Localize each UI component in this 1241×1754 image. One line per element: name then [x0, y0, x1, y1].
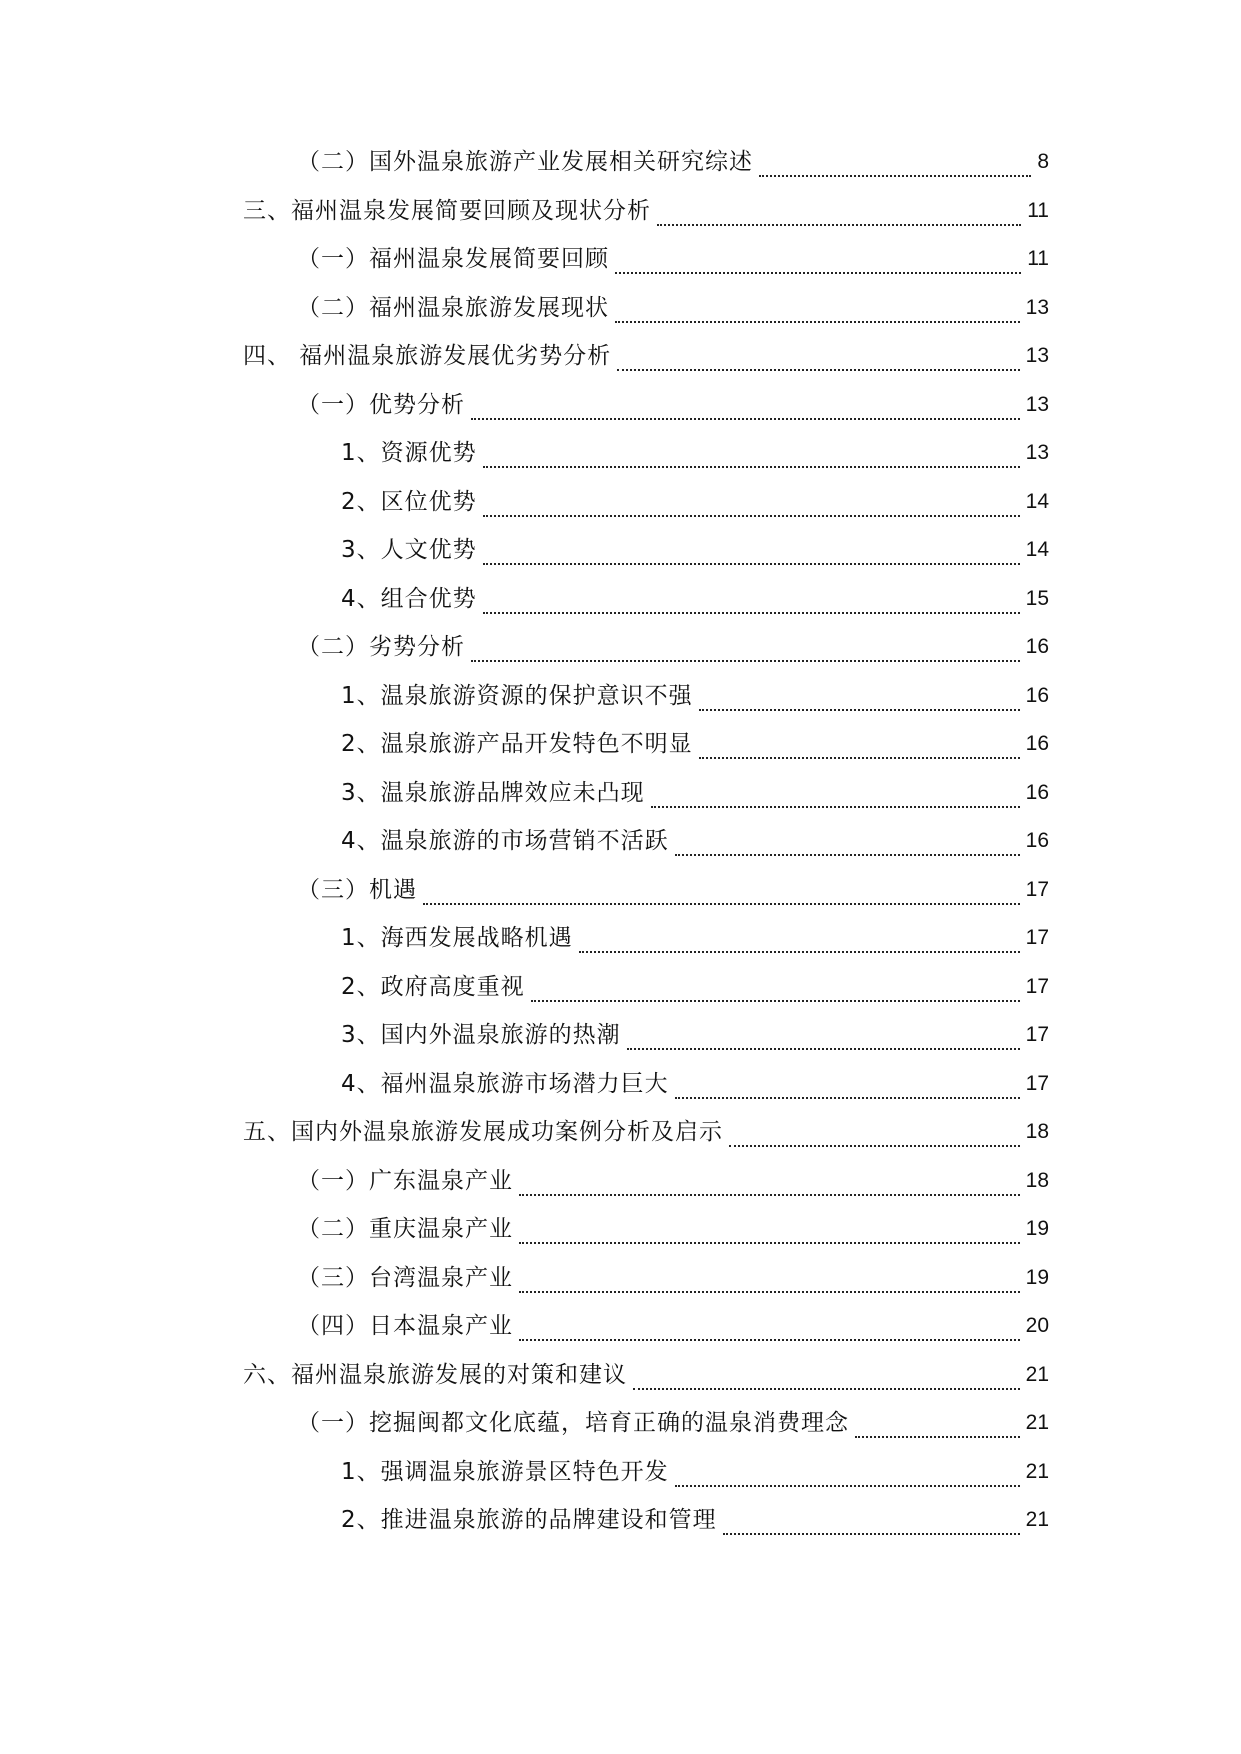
toc-entry[interactable]	[341, 1452, 1049, 1492]
toc-dot-leader	[855, 1416, 1020, 1438]
toc-entry-page-number: 21	[1025, 1362, 1049, 1386]
toc-entry-title: （四）日本温泉产业	[297, 1313, 513, 1339]
toc-entry-page-number: 13	[1025, 295, 1049, 319]
toc-entry-title: 4、福州温泉旅游市场潜力巨大	[341, 1070, 669, 1097]
toc-entry-page-number: 13	[1025, 392, 1049, 416]
toc-entry-title: （二）国外温泉旅游产业发展相关研究综述	[297, 149, 753, 175]
toc-dot-leader	[483, 592, 1020, 614]
toc-entry-page-number: 11	[1027, 247, 1049, 270]
toc-entry-title: 2、温泉旅游产品开发特色不明显	[341, 731, 693, 757]
toc-entry-title: 四、 福州温泉旅游发展优劣势分析	[243, 343, 612, 369]
toc-entry-page-number: 17	[1025, 926, 1049, 949]
toc-entry[interactable]	[297, 1306, 1049, 1346]
toc-entry-page-number: 16	[1025, 635, 1049, 658]
toc-entry-title: （一）优势分析	[297, 391, 465, 418]
toc-entry[interactable]	[297, 1209, 1049, 1249]
toc-dot-leader	[483, 495, 1020, 517]
toc-entry[interactable]	[297, 1403, 1049, 1443]
toc-entry-title: 4、组合优势	[341, 585, 477, 612]
toc-dot-leader	[657, 204, 1021, 226]
toc-entry[interactable]	[297, 288, 1049, 328]
toc-dot-leader	[675, 834, 1020, 856]
toc-entry[interactable]	[341, 433, 1049, 473]
toc-entry-title: （三）台湾温泉产业	[297, 1264, 513, 1291]
toc-entry-title: 2、政府高度重视	[341, 973, 525, 1000]
toc-entry-page-number: 16	[1025, 829, 1049, 852]
toc-entry[interactable]	[243, 1355, 1049, 1395]
toc-dot-leader	[651, 786, 1020, 808]
toc-entry-page-number: 17	[1025, 877, 1049, 901]
toc-entry[interactable]	[341, 1015, 1049, 1055]
toc-dot-leader	[471, 640, 1020, 662]
toc-dot-leader	[519, 1319, 1020, 1341]
toc-entry[interactable]	[341, 530, 1049, 570]
toc-entry[interactable]	[297, 1258, 1049, 1298]
toc-dot-leader	[675, 1077, 1020, 1099]
toc-entry-page-number: 19	[1025, 1217, 1049, 1240]
toc-entry-page-number: 21	[1025, 1411, 1049, 1434]
toc-entry-page-number: 16	[1025, 683, 1049, 707]
toc-entry-title: 1、资源优势	[341, 440, 477, 466]
toc-entry[interactable]	[341, 1064, 1049, 1104]
toc-entry-title: 4、温泉旅游的市场营销不活跃	[341, 828, 669, 854]
toc-entry-page-number: 18	[1025, 1120, 1049, 1143]
toc-entry-page-number: 21	[1025, 1508, 1049, 1531]
toc-entry-title: 3、国内外温泉旅游的热潮	[341, 1022, 621, 1048]
toc-dot-leader	[519, 1271, 1020, 1293]
toc-entry[interactable]	[341, 676, 1049, 716]
toc-entry[interactable]	[341, 967, 1049, 1007]
toc-dot-leader	[579, 931, 1020, 953]
toc-entry[interactable]	[297, 627, 1049, 667]
toc-dot-leader	[633, 1368, 1020, 1390]
toc-dot-leader	[699, 737, 1020, 759]
toc-entry-page-number: 8	[1037, 150, 1049, 173]
toc-entry-page-number: 13	[1025, 344, 1049, 367]
toc-dot-leader	[675, 1465, 1020, 1487]
toc-entry[interactable]	[341, 821, 1049, 861]
toc-dot-leader	[483, 446, 1020, 468]
toc-entry-title: 1、温泉旅游资源的保护意识不强	[341, 682, 693, 709]
toc-entry[interactable]	[341, 918, 1049, 958]
toc-dot-leader	[617, 349, 1019, 371]
toc-entry[interactable]	[341, 724, 1049, 764]
toc-entry-page-number: 16	[1025, 732, 1049, 755]
toc-entry[interactable]	[341, 482, 1049, 522]
toc-entry-title: 2、区位优势	[341, 488, 477, 515]
toc-entry-title: （一）福州温泉发展简要回顾	[297, 246, 609, 272]
toc-entry-page-number: 20	[1025, 1314, 1049, 1337]
toc-entry[interactable]	[297, 385, 1049, 425]
toc-entry[interactable]	[341, 773, 1049, 813]
toc-entry-page-number: 13	[1025, 441, 1049, 464]
toc-entry-page-number: 16	[1025, 780, 1049, 804]
toc-entry-title: 1、强调温泉旅游景区特色开发	[341, 1458, 669, 1485]
toc-dot-leader	[423, 883, 1020, 905]
toc-entry-title: （一）挖掘闽都文化底蕴，培育正确的温泉消费理念	[297, 1410, 849, 1436]
toc-entry[interactable]	[297, 239, 1049, 279]
toc-entry-title: （二）劣势分析	[297, 634, 465, 660]
toc-dot-leader	[699, 689, 1020, 711]
toc-dot-leader	[615, 301, 1020, 323]
toc-entry-page-number: 15	[1025, 586, 1049, 610]
toc-entry-title: （一）广东温泉产业	[297, 1167, 513, 1194]
toc-entry[interactable]	[243, 191, 1049, 231]
toc-entry-page-number: 17	[1025, 1023, 1049, 1046]
toc-entry-page-number: 17	[1025, 1071, 1049, 1095]
toc-dot-leader	[531, 980, 1020, 1002]
toc-entry-title: 1、海西发展战略机遇	[341, 925, 573, 951]
toc-entry-page-number: 14	[1025, 489, 1049, 513]
toc-entry-title: （二）福州温泉旅游发展现状	[297, 294, 609, 321]
toc-entry-title: （二）重庆温泉产业	[297, 1216, 513, 1242]
toc-dot-leader	[519, 1174, 1020, 1196]
toc-dot-leader	[729, 1125, 1020, 1147]
toc-dot-leader	[759, 155, 1031, 177]
toc-entry[interactable]	[341, 579, 1049, 619]
toc-entry-title: 三、福州温泉发展简要回顾及现状分析	[243, 197, 651, 224]
toc-entry-page-number: 18	[1025, 1168, 1049, 1192]
toc-entry[interactable]	[297, 870, 1049, 910]
toc-dot-leader	[627, 1028, 1020, 1050]
toc-entry-page-number: 17	[1025, 974, 1049, 998]
toc-entry-title: 2、推进温泉旅游的品牌建设和管理	[341, 1507, 717, 1533]
toc-entry-title: 3、人文优势	[341, 537, 477, 563]
toc-entry-page-number: 14	[1025, 538, 1049, 561]
toc-entry[interactable]	[243, 1112, 1049, 1152]
toc-entry-title: 五、国内外温泉旅游发展成功案例分析及启示	[243, 1119, 723, 1145]
toc-entry-page-number: 11	[1027, 198, 1049, 222]
toc-dot-leader	[483, 543, 1020, 565]
toc-entry-title: 六、福州温泉旅游发展的对策和建议	[243, 1361, 627, 1388]
toc-dot-leader	[519, 1222, 1020, 1244]
toc-dot-leader	[471, 398, 1020, 420]
toc-dot-leader	[615, 252, 1021, 274]
toc-entry-title: （三）机遇	[297, 876, 417, 903]
toc-entry-page-number: 21	[1025, 1459, 1049, 1483]
toc-entry-title: 3、温泉旅游品牌效应未凸现	[341, 779, 645, 806]
toc-entry[interactable]	[297, 1161, 1049, 1201]
toc-entry[interactable]	[297, 142, 1049, 182]
toc-dot-leader	[723, 1513, 1020, 1535]
toc-entry[interactable]	[341, 1500, 1049, 1540]
toc-entry[interactable]	[243, 336, 1049, 376]
toc-entry-page-number: 19	[1025, 1265, 1049, 1289]
